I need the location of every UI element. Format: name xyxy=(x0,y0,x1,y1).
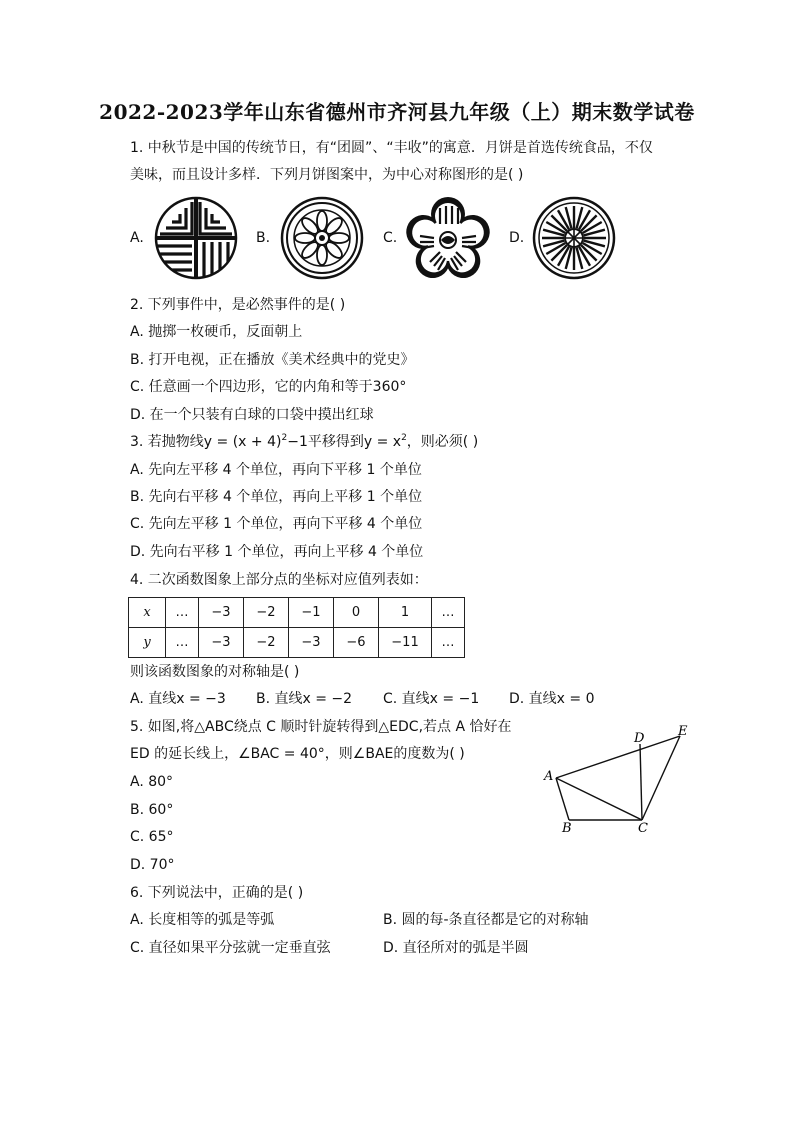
table-cell: −3 xyxy=(289,628,334,658)
q5-triangle-figure xyxy=(536,722,696,838)
table-cell: 1 xyxy=(379,598,432,628)
q1-option-b-label: B. xyxy=(256,230,271,246)
q2-option-d: D. 在一个只装有白球的口袋中摸出红球 xyxy=(130,407,374,423)
q5-line2: ED 的延长线上，∠BAC = 40°，则∠BAE的度数为( ) xyxy=(130,746,465,762)
q3-option-d: D. 先向右平移 1 个单位，再向上平移 4 个单位 xyxy=(130,544,424,560)
label-b: B xyxy=(562,821,572,836)
table-cell: −3 xyxy=(199,628,244,658)
table-cell: … xyxy=(166,598,199,628)
table-cell: … xyxy=(432,598,465,628)
q4-option-c: C. 直线x = −1 xyxy=(383,691,480,707)
q2-stem: 2. 下列事件中，是必然事件的是( ) xyxy=(130,297,346,313)
q6-option-c: C. 直径如果平分弦就一定垂直弦 xyxy=(130,940,331,956)
mooncake-a-icon xyxy=(152,194,240,282)
label-d: D xyxy=(634,731,645,746)
table-cell: … xyxy=(432,628,465,658)
table-cell: x xyxy=(129,598,166,628)
table-cell: 0 xyxy=(334,598,379,628)
q3-stem-post: ，则必须( ) xyxy=(406,434,479,450)
q5-option-a: A. 80° xyxy=(130,774,174,790)
q4-after: 则该函数图象的对称轴是( ) xyxy=(130,664,300,680)
table-cell: −3 xyxy=(199,598,244,628)
q6-option-d: D. 直径所对的弧是半圆 xyxy=(383,940,529,956)
table-cell: … xyxy=(166,628,199,658)
q1-option-d-label: D. xyxy=(509,230,525,246)
q2-option-c: C. 任意画一个四边形，它的内角和等于360° xyxy=(130,379,407,395)
q4-option-a: A. 直线x = −3 xyxy=(130,691,226,707)
table-cell: −11 xyxy=(379,628,432,658)
table-row xyxy=(129,628,465,658)
q3-stem-exp2: 2 xyxy=(401,433,407,443)
q2-option-b: B. 打开电视，正在播放《美术经典中的党史》 xyxy=(130,352,415,368)
label-c: C xyxy=(638,821,648,836)
q6-option-b: B. 圆的每-条直径都是它的对称轴 xyxy=(383,912,589,928)
table-cell: −1 xyxy=(289,598,334,628)
page-title: 2022-2023学年山东省德州市齐河县九年级（上）期末数学试卷 xyxy=(99,100,695,124)
q3-stem-mid: −1平移得到y = x xyxy=(287,434,402,450)
mooncake-c-icon xyxy=(404,194,492,282)
q5-option-c: C. 65° xyxy=(130,829,174,845)
q3-stem-exp: 2 xyxy=(281,433,288,443)
q4-option-b: B. 直线x = −2 xyxy=(256,691,353,707)
table-cell: −6 xyxy=(334,628,379,658)
q1-line1: 1. 中秋节是中国的传统节日，有“团圆”、“丰收”的寓意．月饼是首选传统食品，不仅 xyxy=(130,140,653,156)
q3-option-a: A. 先向左平移 4 个单位，再向下平移 1 个单位 xyxy=(130,462,422,478)
q6-option-a: A. 长度相等的弧是等弧 xyxy=(130,912,275,928)
table-row xyxy=(129,598,465,628)
q5-option-d: D. 70° xyxy=(130,857,175,873)
mooncake-b-icon xyxy=(278,194,366,282)
mooncake-d-icon xyxy=(530,194,618,282)
table-cell: y xyxy=(129,628,166,658)
q2-option-a: A. 抛掷一枚硬币，反面朝上 xyxy=(130,324,303,340)
q5-line1: 5. 如图,将△ABC绕点 C 顺时针旋转得到△EDC,若点 A 恰好在 xyxy=(130,719,512,735)
q1-option-c-label: C. xyxy=(383,230,398,246)
q4-option-d: D. 直线x = 0 xyxy=(509,691,595,707)
q4-stem: 4. 二次函数图象上部分点的坐标对应值列表如： xyxy=(130,572,428,588)
label-a: A xyxy=(544,769,554,784)
table-cell: −2 xyxy=(244,628,289,658)
q3-option-b: B. 先向右平移 4 个单位，再向上平移 1 个单位 xyxy=(130,489,423,505)
q3-stem-pre: 3. 若抛物线y = (x + 4) xyxy=(130,434,282,450)
q4-value-table xyxy=(128,597,465,658)
label-e: E xyxy=(678,724,688,739)
q1-option-a-label: A. xyxy=(130,230,144,246)
table-cell: −2 xyxy=(244,598,289,628)
q6-stem: 6. 下列说法中，正确的是( ) xyxy=(130,885,304,901)
q3-option-c: C. 先向左平移 1 个单位，再向下平移 4 个单位 xyxy=(130,516,423,532)
q1-line2: 美味，而且设计多样．下列月饼图案中，为中心对称图形的是( ) xyxy=(130,167,524,183)
q5-option-b: B. 60° xyxy=(130,802,174,818)
q3-stem xyxy=(130,432,478,452)
